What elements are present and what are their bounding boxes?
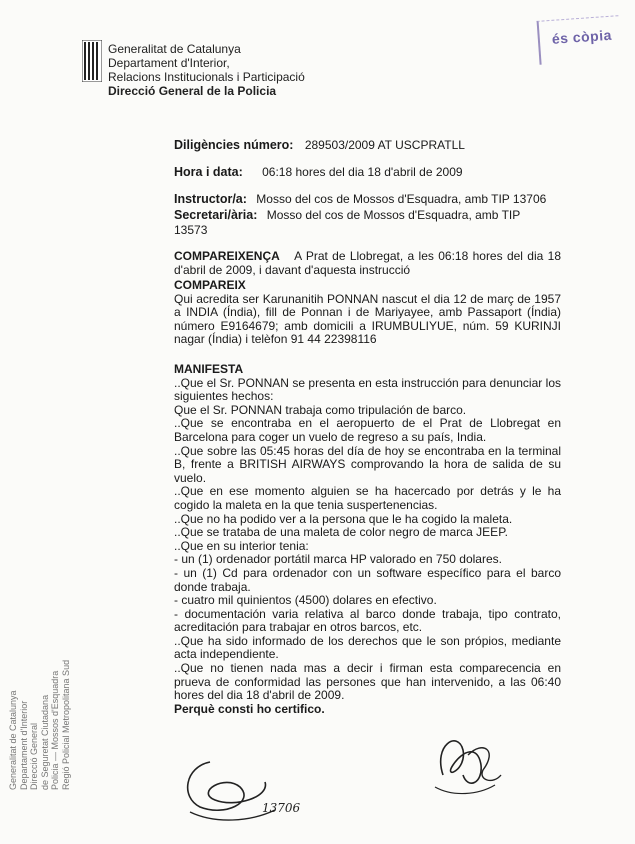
instructor-signature-icon (170, 752, 320, 832)
signature-note: 13706 (262, 801, 301, 815)
instructor-row (174, 192, 546, 206)
side-stamp-line: Generalitat de Catalunya (8, 690, 18, 790)
secretari-row (174, 208, 520, 222)
manifesta-paragraph: ..Que no ha podido ver a la persona que le ha cogido la maleta. (174, 511, 513, 526)
manifesta-paragraph: - documentación varia relativa al barco donde trabaja, tipo contrato, acreditación para trabajar en otros barcos, etc. (174, 606, 561, 635)
compareix-section (174, 279, 561, 347)
compareixenca-text: A Prat de Llobregat, a les 06:18 hores del dia 18 d'abril de 2009, i davant d'aquesta instrucció (174, 249, 561, 277)
manifesta-paragraph: ..Que no tienen nada mas a decir i firman esta comparecencia en prueva de conformidad las persones que han intervenido, a las 06:40 hores del dia 18 d'abril de 2009. (174, 661, 561, 703)
side-stamp-line: Policia — Mossos d'Esquadra (50, 670, 60, 790)
secretari-value: Mosso del cos de Mossos d'Esquadra, amb TIP (266, 208, 521, 222)
copy-stamp-text: és còpia (551, 26, 613, 47)
manifesta-paragraph: ..Que en su interior tenia: (174, 538, 309, 553)
closing-statement: Perquè consti ho certifico. (174, 701, 325, 716)
compareix-label: COMPAREIX (174, 278, 246, 292)
secretari-label: Secretari/ària: (174, 208, 258, 222)
manifesta-paragraph: ..Que ha sido informado de los derechos que le son própios, mediante acta independiente. (174, 633, 561, 662)
manifesta-section (174, 363, 561, 716)
instructor-value: Mosso del cos de Mossos d'Esquadra, amb TIP 13706 (256, 192, 547, 206)
copy-stamp (537, 15, 622, 65)
side-stamp-line: Regió Policial Metropolitana Sud (60, 659, 71, 790)
instructor-label: Instructor/a: (174, 192, 247, 206)
manifesta-paragraph: ..Que el Sr. PONNAN se presenta en esta instrucción para denunciar los siguientes hechos: (174, 375, 561, 404)
side-stamp (8, 630, 71, 790)
manifesta-paragraph: Que el Sr. PONNAN trabaja como tripulación de barco. (174, 402, 467, 417)
compareixenca-label: COMPAREIXENÇA (174, 249, 280, 263)
manifesta-paragraph: - cuatro mil quinientos (4500) dolares en efectivo. (174, 593, 437, 608)
header-dept2: Relacions Institucionals i Participació (108, 70, 305, 84)
secretari-value-cont: 13573 (174, 223, 208, 237)
hora-value: 06:18 hores del dia 18 d'abril de 2009 (262, 165, 463, 179)
side-stamp-line: Departament d'Interior (18, 700, 29, 790)
header-directorate: Direcció General de la Policia (108, 84, 277, 98)
hora-row (174, 165, 463, 179)
manifesta-paragraph: ..Que se trataba de una maleta de color negro de marca JEEP. (174, 525, 508, 540)
manifesta-paragraph: - un (1) ordenador portátil marca HP valorado en 750 dolares. (174, 552, 502, 567)
header-dept: Departament d'Interior, (108, 56, 230, 70)
manifesta-label: MANIFESTA (174, 362, 244, 376)
compareix-text: Qui acredita ser Karunanitih PONNAN nascut el dia 12 de març de 1957 a INDIA (Índia), fill de Ponnan i de Mariyayee, amb Passaport (Índia) número E9164679; amb domicili a IRUMBULIYUE, núm. 59 KURINJI nagar (Índia) i telèfon 91 44 22398116 (174, 291, 561, 347)
header-block (108, 42, 305, 98)
diligencies-row (174, 138, 465, 152)
hora-label: Hora i data: (174, 165, 243, 179)
manifesta-paragraph: ..Que se encontraba en el aeropuerto de el Prat de Llobregat en Barcelona para coger un vuelo de regreso a su país, India. (174, 416, 561, 444)
manifesta-paragraph: ..Que sobre las 05:45 horas del día de hoy se encontraba en la terminal B, frente a BRITISH AIRWAYS comprovando la hora de salida de su vuelo. (174, 443, 561, 485)
complainant-signature-icon (423, 725, 513, 805)
compareixenca-section (174, 250, 561, 277)
diligencies-value: 289503/2009 AT USCPRATLL (304, 138, 465, 152)
manifesta-paragraph: ..Que en ese momento alguien se ha hacercado por detrás y le ha cogido la maleta en la que tenia suspertenencias. (174, 484, 561, 512)
generalitat-logo-icon (82, 40, 102, 82)
header-org: Generalitat de Catalunya (108, 42, 241, 56)
manifesta-paragraph: - un (1) Cd para ordenador con un software específico para el barco donde trabaja. (174, 565, 561, 594)
side-stamp-line: de Seguretat Ciutadana (39, 694, 50, 790)
side-stamp-line: Direcció General (29, 722, 39, 790)
diligencies-label: Diligències número: (174, 138, 294, 152)
